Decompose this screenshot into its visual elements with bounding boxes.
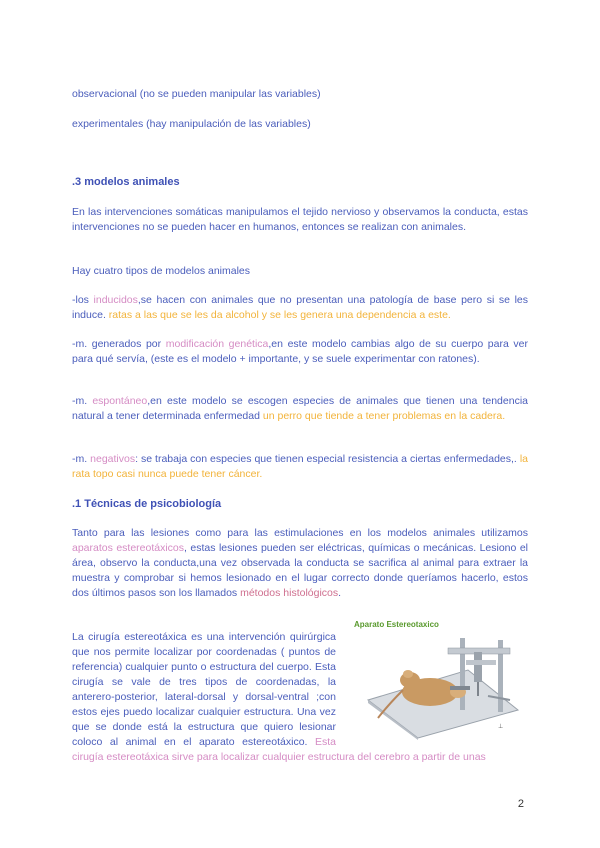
paragraph-geneticos (72, 337, 528, 367)
example-ratas: ratas a las que se les da alcohol y se les genera una dependencia a este. (105, 309, 451, 321)
paragraph-intervenciones: En las intervenciones somáticas manipulamos el tejido nervioso y observamos la conducta, estas intervenciones no se pueden hacer en humanos, entonces se realizan con animales. (72, 206, 528, 233)
text-prefix: -m. (72, 395, 93, 407)
page-number: 2 (517, 798, 524, 810)
figure-aparato-estereotaxico (348, 620, 528, 740)
text-body: ,se hacen con animales que no presentan una patología de base pero si se les induce. (72, 294, 528, 321)
figure-caption: Aparato Estereotaxico (354, 620, 439, 629)
text-prefix: -m. (72, 453, 91, 465)
line-experimentales: experimentales (hay manipulación de las variables) (72, 118, 311, 130)
example-perro: un perro que tiende a tener problemas en la cadera. (259, 410, 506, 422)
text-cirugia-sirve: Esta cirugía estereotáxica sirve para localizar cualquier estructura del cerebro a partir de unas (72, 736, 486, 763)
stereotaxic-apparatus-icon (348, 630, 528, 740)
paragraph-inducidos (72, 293, 528, 323)
text-cirugia: La cirugía estereotáxica es una intervención quirúrgica que nos permite localizar por coordenadas ( puntos de referencia) cualquier punto o estructura del cuerpo. Esta cirugía se vale de tres tipos de coordenadas, la anterero-posterior, lateral-dorsal y dorsal-ventral ;con estos ejes puedo localizar cualquier estructura. Una vez que se donde está la estructura que quiero lesionar coloco al animal en el aparato estereotáxico. (72, 631, 336, 748)
text-body: ,en este modelo se escogen especies de animales que tienen una tendencia natural a tener determinada enfermedad (72, 395, 528, 422)
line-observacional: observacional (no se pueden manipular las variables) (72, 88, 321, 100)
term-espontaneo: espontáneo (92, 395, 148, 407)
text-b: , estas lesiones pueden ser eléctricas, químicas o mecánicas. Lesiono el área, observo la conducta,una vez observada la conducta se sacrifica al animal para extraer la muestra y comprobar si hemos lesionado en el lugar correcto donde queríamos hacerlo, estos dos últimos pasos son los llamados (72, 542, 528, 599)
text-a: Tanto para las lesiones como para las estimulaciones en los modelos animales utilizamos (72, 527, 528, 539)
example-rata-topo: la rata topo casi nunca puede tener cáncer. (72, 453, 529, 480)
term-aparatos-estereotaxicos: aparatos estereotáxicos (72, 542, 185, 554)
term-metodos-histologicos: métodos histológicos (240, 587, 339, 599)
heading-modelos-animales: .3 modelos animales (72, 176, 180, 188)
term-negativos: negativos (90, 453, 136, 465)
paragraph-negativos (72, 452, 528, 482)
text-c: . (338, 587, 342, 599)
paragraph-espontaneo (72, 394, 528, 424)
heading-tecnicas-psicobiologia: .1 Técnicas de psicobiología (72, 498, 222, 510)
term-modificacion-genetica: modificación genética (165, 338, 269, 350)
text-prefix: -m. generados por (72, 338, 166, 350)
term-inducidos: inducidos (93, 294, 138, 306)
text-body: ,en este modelo cambias algo de su cuerpo para ver para qué servía, (este es el modelo + importante, y se suele experimentar con ratones). (72, 338, 528, 365)
paragraph-cirugia-estereotaxica (72, 620, 528, 765)
text-body: : se trabaja con especies que tienen especial resistencia a ciertas enfermedades,. (135, 453, 517, 465)
paragraph-tipos-title: Hay cuatro tipos de modelos animales (72, 265, 251, 277)
text-prefix: -los (72, 294, 94, 306)
paragraph-aparatos (72, 526, 528, 601)
svg-text:⊥: ⊥ (498, 724, 504, 730)
